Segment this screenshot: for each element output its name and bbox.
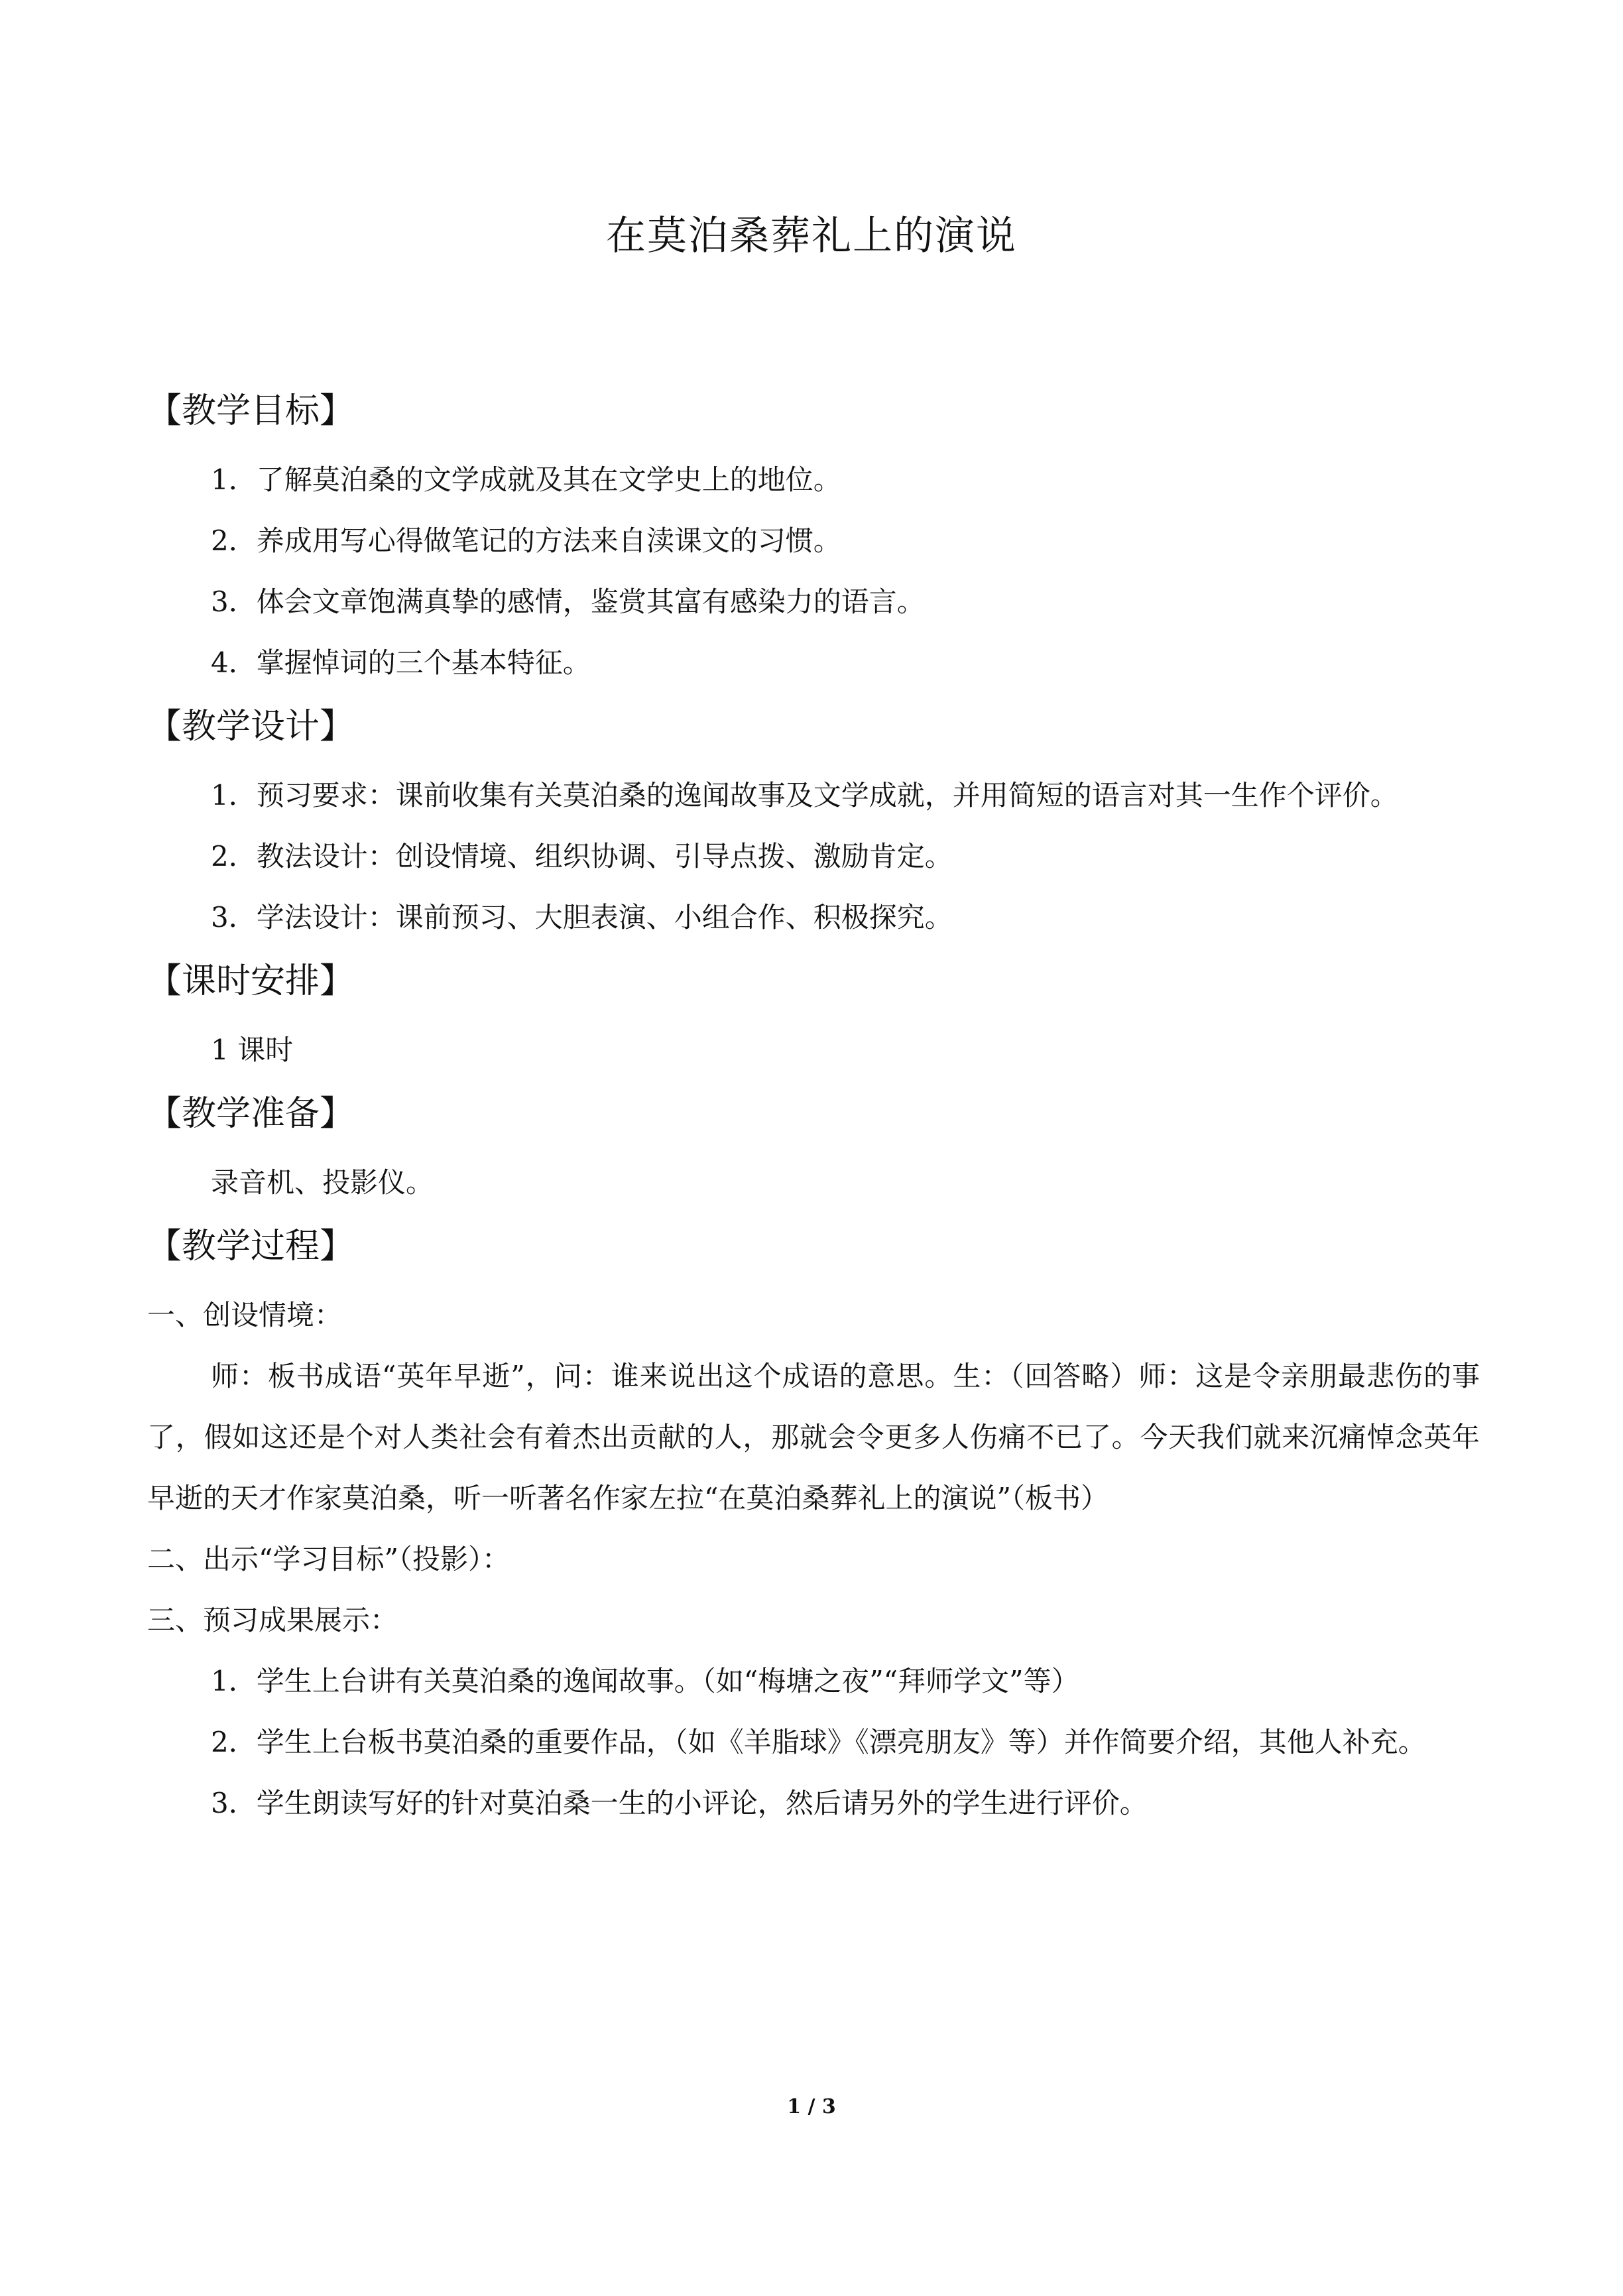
document-body [147,378,1480,1834]
process-step-title: 三、预习成果展示： [147,1604,398,1636]
preparation-text: 录音机、投影仪。 [211,1166,434,1199]
process-step-title: 二、出示“学习目标”（投影）： [147,1543,510,1575]
process-step-item: 2．学生上台板书莫泊桑的重要作品，（如《羊脂球》《漂亮朋友》等）并作简要介绍，其他人补充。 [211,1726,1426,1758]
heading-process: 【教学过程】 [147,1227,355,1266]
process-step-text: 师：板书成语“英年早逝”，问：谁来说出这个成语的意思。生：（回答略）师：这是令亲朋最悲伤的事了，假如这还是个对人类社会有着杰出贡献的人，那就会令更多人伤痛不已了。今天我们就来沉痛悼念英年早逝的天才作家莫泊桑，听一听著名作家左拉“在莫泊桑葬礼上的演说”（板书） [147,1360,1480,1514]
process-step-title: 一、创设情境： [147,1299,343,1331]
design-item: 3．学法设计：课前预习、大胆表演、小组合作、积极探究。 [211,901,953,934]
page-number: 1 / 3 [787,2095,836,2118]
objective-item: 1．了解莫泊桑的文学成就及其在文学史上的地位。 [211,463,841,496]
heading-schedule: 【课时安排】 [147,961,355,1001]
heading-design: 【教学设计】 [147,707,355,747]
design-item: 2．教法设计：创设情境、组织协调、引导点拨、激励肯定。 [211,840,953,873]
design-item: 1．预习要求：课前收集有关莫泊桑的逸闻故事及文学成就，并用简短的语言对其一生作个评价。 [211,779,1398,812]
schedule-text: 1 课时 [211,1034,294,1066]
document-title: 在莫泊桑葬礼上的演说 [606,213,1017,259]
heading-objectives: 【教学目标】 [147,391,355,431]
objective-item: 4．掌握悼词的三个基本特征。 [211,646,591,679]
process-step-item: 1．学生上台讲有关莫泊桑的逸闻故事。（如“梅塘之夜”“拜师学文”等） [211,1665,1079,1697]
objective-item: 3．体会文章饱满真挚的感情，鉴赏其富有感染力的语言。 [211,585,925,618]
heading-preparation: 【教学准备】 [147,1094,355,1134]
process-step-item: 3．学生朗读写好的针对莫泊桑一生的小评论，然后请另外的学生进行评价。 [211,1787,1148,1819]
objective-item: 2．养成用写心得做笔记的方法来自渎课文的习惯。 [211,524,841,557]
